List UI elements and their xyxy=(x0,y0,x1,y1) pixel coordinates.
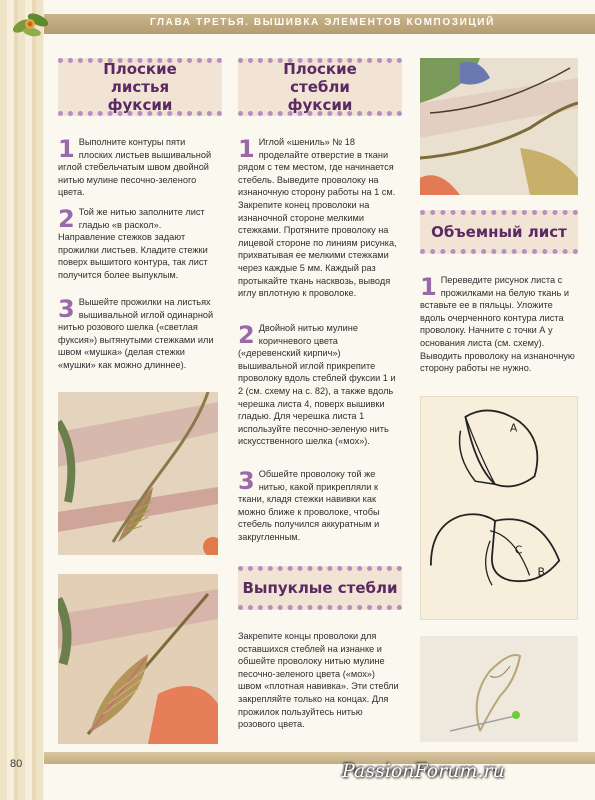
raised-stems-text xyxy=(238,630,400,731)
photo-leaf-embroidery-2 xyxy=(58,574,218,744)
page-number: 80 xyxy=(10,758,23,770)
step-text: Двойной нитью мулине коричневого цвета («деревенский кирпич») вышивальной иглой прикрепите проволоку вдоль стеблей фуксии 1 и 2 (см. схему на с. 82), а также вдоль черешка листа 4, поверх вышивки гладью. Для черешка листа 1 используйте песочно-зеленую нить искусственного шелка («мох»). xyxy=(238,323,396,447)
step-number: 2 xyxy=(58,205,75,233)
step-flat-leaves-2 xyxy=(58,206,220,282)
step-text: Вышейте прожилки на листьях вышивальной иглой одинарной нитью розового шелка («светлая фуксия») вытянутыми стежками или швом «мушка» (делая стежки «мушки» как можно длиннее). xyxy=(58,297,214,370)
diagram-label-a: A xyxy=(509,421,518,435)
step-text: Обшейте проволоку той же нитью, какой прикрепляли к ткани, кладя стежки навивки как можно ближе к проволоке, чтобы стебель получился аккуратным и закругленным. xyxy=(238,469,380,542)
left-border-stripes xyxy=(0,0,44,800)
heading-raised-stems-text: Выпуклые стебли xyxy=(242,579,398,597)
raised-stems-paragraph: Закрепите концы проволоки для оставшихся стеблей на изнанке и обшейте проволоку нитью мулине песочно-зеленого цвета («мох») швом «плотная навивка». Эти стебли закрепляйте только на концах. Для прожилок пользуйтесь нитью розового цвета. xyxy=(238,631,399,730)
step-flat-stems-1 xyxy=(238,136,400,300)
diagram-label-b: B xyxy=(537,565,545,579)
step-number: 3 xyxy=(238,467,255,495)
step-flat-leaves-3 xyxy=(58,296,220,372)
photo-stem-embroidery xyxy=(420,58,578,195)
heading-flat-stems xyxy=(238,58,402,116)
photo-leaf-embroidery-1 xyxy=(58,392,218,555)
step-flat-stems-2 xyxy=(238,322,400,448)
step-number: 1 xyxy=(420,273,437,301)
step-text: Той же нитью заполните лист гладью «в раскол». Направление стежков задают прожилки листьев. Кладите стежки поверх вышитого контура, так лист получится более выпуклым. xyxy=(58,207,208,280)
heading-flat-leaves-text: Плоские листья фуксии xyxy=(103,60,177,114)
step-number: 2 xyxy=(238,321,255,349)
footer-band xyxy=(44,752,595,764)
step-text: Переведите рисунок листа с прожилками на белую ткань и вставьте ее в пяльцы. Уложите вдоль очерченного контура листа проволоку. Начните с точки А у основания листа (см. схему). Выводить проволоку на изнаночную сторону работы не нужно. xyxy=(420,275,575,374)
leaf-diagram xyxy=(420,396,578,620)
step-number: 3 xyxy=(58,295,75,323)
chapter-title: ГЛАВА ТРЕТЬЯ. ВЫШИВКА ЭЛЕМЕНТОВ КОМПОЗИЦИЙ xyxy=(150,17,495,28)
step-flat-leaves-1 xyxy=(58,136,220,199)
step-text: Иглой «шениль» № 18 проделайте отверстие в ткани рядом с тем местом, где начинается стебель. Выведите проволоку на изнаночную сторону работы на 1 см. Закрепите конец проволоки на изнаночной стороне мелкими стежками. Протяните проволоку на лицевой стороне по линиям рисунка, прихватывая ее мелкими стежками через каждые 5 мм. Каждый раз протыкайте ткань насквозь, выводя иглу вплотную к проволоке. xyxy=(238,137,397,299)
heading-flat-stems-text: Плоские стебли фуксии xyxy=(283,60,357,114)
step-text: Выполните контуры пяти плоских листьев вышивальной иглой стебельчатым швом двойной нитью мулине песочно-зеленого цвета. xyxy=(58,137,212,198)
flower-ornament-icon xyxy=(8,4,54,44)
step-volume-leaf-1 xyxy=(420,274,578,375)
photo-wire-leaf xyxy=(420,636,578,742)
step-number: 1 xyxy=(238,135,255,163)
step-number: 1 xyxy=(58,135,75,163)
diagram-label-c: C xyxy=(514,543,523,557)
watermark: PassionForum.ru xyxy=(342,760,505,782)
heading-volume-leaf-text: Объемный лист xyxy=(431,223,567,241)
step-flat-stems-3 xyxy=(238,468,400,544)
heading-flat-leaves xyxy=(58,58,222,116)
heading-raised-stems xyxy=(238,566,402,610)
heading-volume-leaf xyxy=(420,210,578,254)
